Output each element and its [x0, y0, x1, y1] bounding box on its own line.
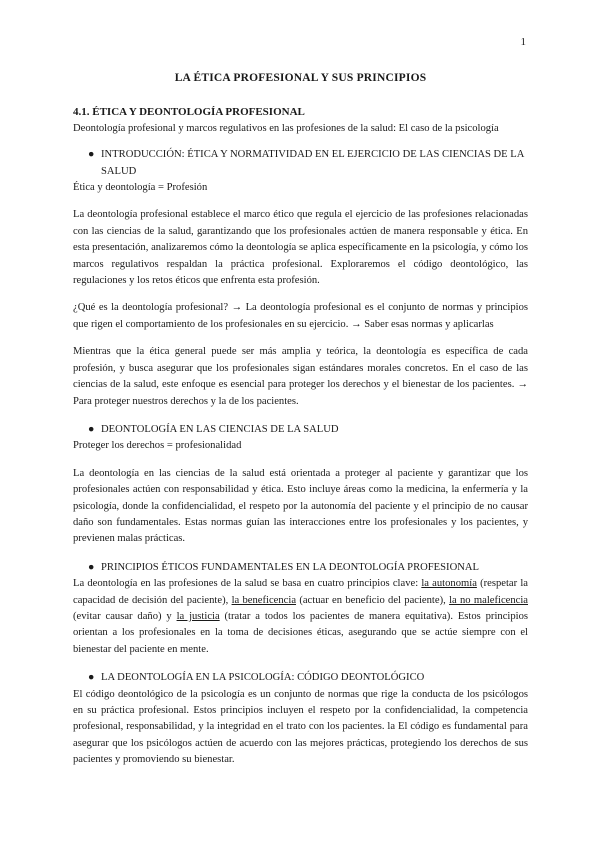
principle-autonomia: la autonomía: [421, 578, 477, 590]
section-note: Ética y deontología = Profesión: [73, 182, 208, 194]
paragraph: La deontología en las profesiones de la salud se basa en cuatro principios clave: la autonomía (respetar la capacidad de decisión del paciente), la beneficencia (actuar en beneficio del paciente), la no maleficencia (evitar causar daño) y la justicia (tratar a todos los pacientes de manera equitativa). Estos principios orientan a los profesionales en la toma de decisiones éticas, asegurando que se actúe siempre con el bienestar del paciente en mente.: [73, 578, 529, 655]
principle-justicia: la justicia: [176, 610, 220, 622]
paragraph: La deontología en las ciencias de la salud está orientada a proteger al paciente y garantizar que los profesionales actúen con responsabilidad y ética. Esto incluye áreas como la medicina, la enfermería y la psicología, donde la confidencialidad, el respeto por la autonomía del paciente y el principio de no causar daño son fundamentales. Estas normas guían las interacciones entre los profesionales y los pacientes, y previenen malas prácticas.: [73, 467, 528, 545]
bullet-icon: ●: [88, 561, 95, 573]
section-heading-principios: ● PRINCIPIOS ÉTICOS FUNDAMENTALES EN LA DEONTOLOGÍA PROFESIONAL: [73, 560, 528, 576]
paragraph: ¿Qué es la deontología profesional? → La deontología profesional es el conjunto de normas y principios que rigen el comportamiento de los profesionales en su ejercicio. → Saber esas normas y aplicarlas: [73, 302, 528, 330]
paragraph: La deontología profesional establece el marco ético que regula el ejercicio de las profesiones relacionadas con las ciencias de la salud, garantizando que los profesionales actúen de manera responsable y ética. En esta presentación, analizaremos cómo la deontología se aplica específicamente en la psicología, y cómo los marcos regulativos respaldan la práctica profesional. Exploraremos el código deontológico, las regulaciones y los retos éticos que enfrenta esta profesión.: [73, 209, 528, 287]
subsection-subtitle: Deontología profesional y marcos regulativos en las profesiones de la salud: El caso de la psicología: [73, 122, 499, 134]
bullet-icon: ●: [88, 672, 95, 684]
section-heading-codigo-deontologico: ● LA DEONTOLOGÍA EN LA PSICOLOGÍA: CÓDIGO DEONTOLÓGICO: [73, 670, 528, 686]
bullet-icon: ●: [88, 423, 95, 435]
section-heading-deontologia-salud: ● DEONTOLOGÍA EN LAS CIENCIAS DE LA SALUD: [73, 422, 528, 438]
bullet-icon: ●: [88, 149, 95, 161]
document-body: [73, 70, 528, 769]
paragraph: El código deontológico de la psicología es un conjunto de normas que rige la conducta de los psicólogos en su práctica profesional. Estos principios incluyen el respeto por la confidencialidad, la competencia profesional, responsabilidad, y la integridad en el trato con los pacientes. la El código es fundamental para asegurar que los psicólogos actúen de acuerdo con las mejores prácticas, protegiendo los derechos de sus pacientes y promoviendo su bienestar.: [73, 688, 528, 766]
principle-beneficencia: la beneficencia: [231, 594, 297, 606]
subsection-heading: 4.1. ÉTICA Y DEONTOLOGÍA PROFESIONAL: [73, 106, 305, 119]
page-number: 1: [520, 36, 526, 48]
section-heading-introduccion: ● INTRODUCCIÓN: ÉTICA Y NORMATIVIDAD EN EL EJERCICIO DE LAS CIENCIAS DE LA SALUD: [88, 149, 524, 177]
page-title: LA ÉTICA PROFESIONAL Y SUS PRINCIPIOS: [174, 72, 427, 84]
paragraph: Mientras que la ética general puede ser más amplia y teórica, la deontología es específica de cada profesión, y busca asegurar que los profesionales sigan estándares morales concretos. En el caso de las ciencias de la salud, este enfoque es esencial para proteger los derechos y el bienestar de los pacientes. → Para proteger nuestros derechos y la de los pacientes.: [73, 346, 528, 407]
principle-no-maleficencia: la no maleficencia: [449, 594, 529, 606]
section-note: Proteger los derechos = profesionalidad: [73, 440, 242, 452]
